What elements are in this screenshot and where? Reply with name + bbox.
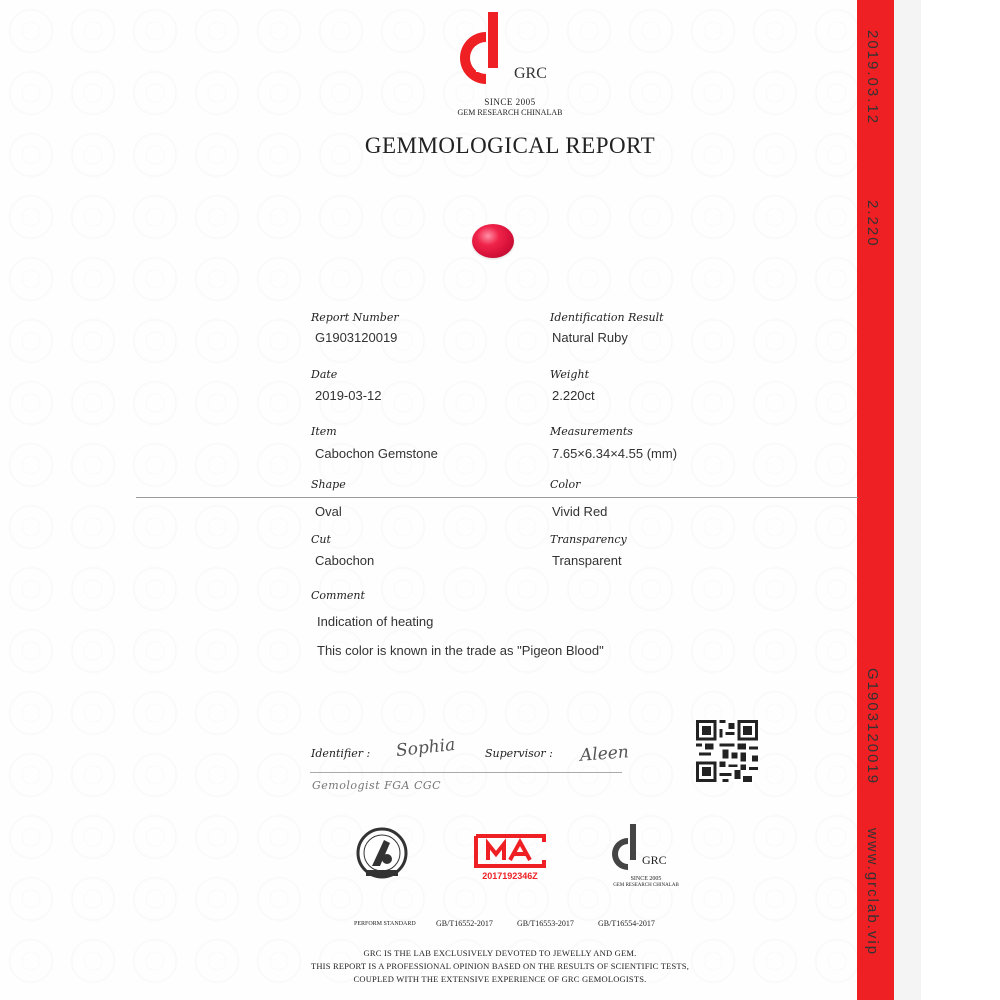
grc-seal-since: SINCE 2005 [630,876,662,882]
fold-line [136,497,858,498]
item-label: Item [311,425,337,438]
measurements-label: Measurements [550,425,633,438]
date-value: 2019-03-12 [315,388,382,403]
shape-value: Oval [315,504,342,519]
grc-seal-text: GRC [642,853,667,867]
identification-result-label: Identification Result [550,311,664,324]
color-label: Color [550,478,581,491]
supervisor-label: Supervisor : [485,747,553,760]
weight-value: 2.220ct [552,388,595,403]
identification-result-value: Natural Ruby [552,330,628,345]
band-date: 2019.03.12 [864,30,881,126]
grc-seal-icon [606,822,686,876]
report-title: GEMMOLOGICAL REPORT [364,133,656,158]
grc-seal-lab: GEM RESEARCH CHINALAB [613,883,679,888]
band-report-number: G1903120019 [864,668,881,786]
gemologist-credentials: Gemologist FGA CGC [312,779,442,792]
comment-label: Comment [311,589,365,602]
report-number-value: G1903120019 [315,330,398,345]
footer-line-2: THIS REPORT IS A PROFESSIONAL OPINION BASED ON THE RESULTS OF SCIENTIFIC TESTS, [310,961,690,971]
transparency-label: Transparency [550,533,627,546]
shape-label: Shape [311,478,346,491]
band-weight: 2.220 [864,200,881,248]
page-margin [893,0,921,1000]
cma-number: 2017192346Z [482,871,538,881]
ruby-gem-image [472,224,514,258]
weight-label: Weight [550,368,589,381]
cut-value: Cabochon [315,553,375,568]
cma-logo-icon [470,832,550,872]
signature-line [310,772,622,773]
color-value: Vivid Red [552,504,608,519]
comment-line-2: This color is known in the trade as "Pigeon Blood" [317,643,604,658]
band-website: www.grclab.vip [864,828,881,957]
measurements-value: 7.65×6.34×4.55 (mm) [552,446,678,461]
perform-standard-label: PERFORM STANDARD [354,921,416,927]
item-value: Cabochon Gemstone [315,446,438,461]
grc-logo [456,10,556,90]
standard-2: GB/T16553-2017 [517,919,574,928]
grc-logo-icon [456,10,556,90]
identifier-signature: Sophia [395,734,457,762]
logo-lab-name: GEM RESEARCH CHINALAB [457,108,563,117]
standard-3: GB/T16554-2017 [598,919,655,928]
identifier-label: Identifier : [311,747,371,760]
qr-code-icon[interactable] [696,720,758,782]
comment-line-1: Indication of heating [317,614,434,629]
logo-text: GRC [514,65,547,82]
footer-line-3: COUPLED WITH THE EXTENSIVE EXPERIENCE OF GRC GEMOLOGISTS. [353,974,647,984]
logo-since: SINCE 2005 [484,97,536,107]
standard-1: GB/T16552-2017 [436,919,493,928]
date-label: Date [311,368,338,381]
supervisor-signature: Aleen [579,742,630,766]
report-number-label: Report Number [311,311,399,324]
footer-line-1: GRC IS THE LAB EXCLUSIVELY DEVOTED TO JEWELLY AND GEM. [363,948,637,958]
accreditation-seal-icon [354,826,410,882]
transparency-value: Transparent [552,553,622,568]
cut-label: Cut [311,533,331,546]
page-edge [921,0,1000,1000]
